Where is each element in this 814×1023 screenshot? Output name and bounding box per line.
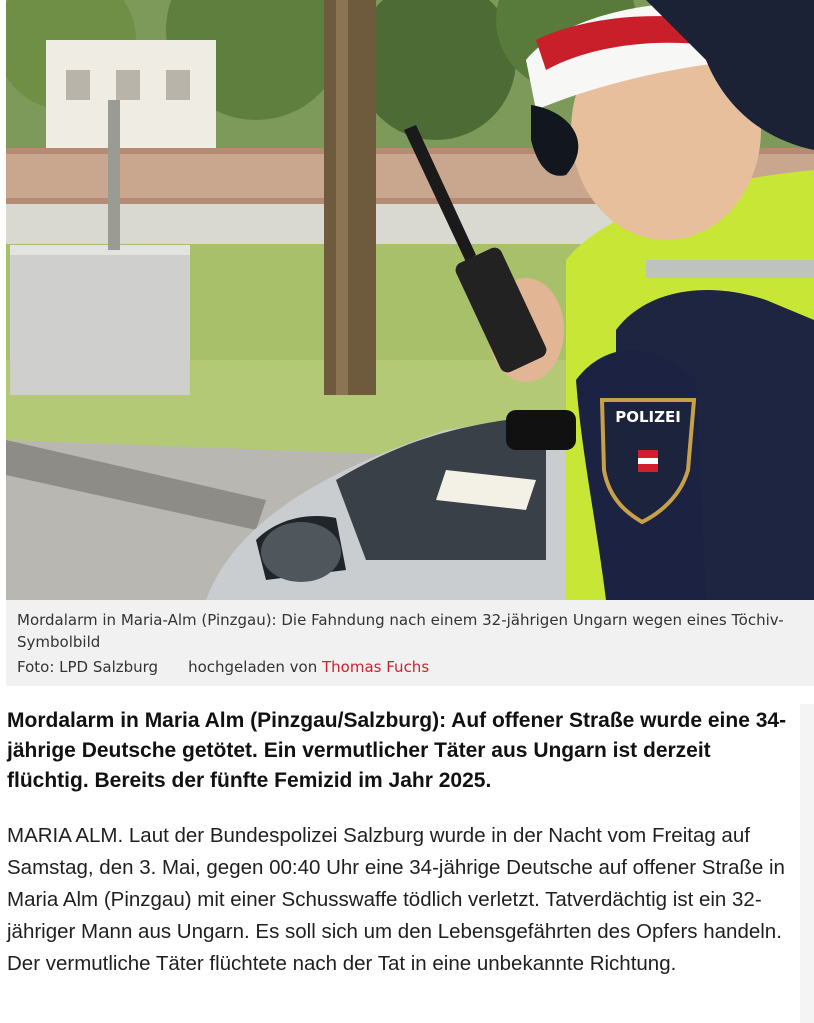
article-photo[interactable] [6, 0, 814, 600]
photo-credit-line [17, 656, 429, 678]
article-lead: Mordalarm in Maria Alm (Pinzgau/Salzburg): Auf offener Straße wurde eine 34-jährige Deutsche getötet. Ein vermutlicher Täter aus Ungarn ist derzeit flüchtig. Bereits der fünfte Femizid im Jahr 2025. [7, 709, 787, 792]
article-paragraph: MARIA ALM. Laut der Bundespolizei Salzburg wurde in der Nacht vom Freitag auf Samstag, den 3. Mai, gegen 00:40 Uhr eine 34-jährige Deutsche auf offener Straße in Maria Alm (Pinzgau) mit einer Schusswaffe tödlich verletzt. Tatverdächtig ist ein 32-jähriger Mann aus Ungarn. Es soll sich um den Lebensgefährten des Opfers handeln. Der vermutliche Täter flüchtete nach der Tat in eine unbekannte Richtung. [7, 824, 785, 975]
sidebar-placeholder [800, 704, 814, 1023]
photo-credit: Foto: LPD Salzburg [17, 658, 159, 676]
uploader-link[interactable]: Thomas Fuchs [322, 658, 430, 676]
photo-caption: Mordalarm in Maria-Alm (Pinzgau): Die Fahndung nach einem 32-jährigen Ungarn wegen eines Töchiv-Symbolbild [17, 611, 784, 651]
polizei-badge-text: POLIZEI [615, 408, 681, 426]
photo-caption-box [6, 600, 814, 686]
police-photo-illustration [6, 0, 814, 600]
uploaded-by-label: hochgeladen von [188, 658, 318, 676]
